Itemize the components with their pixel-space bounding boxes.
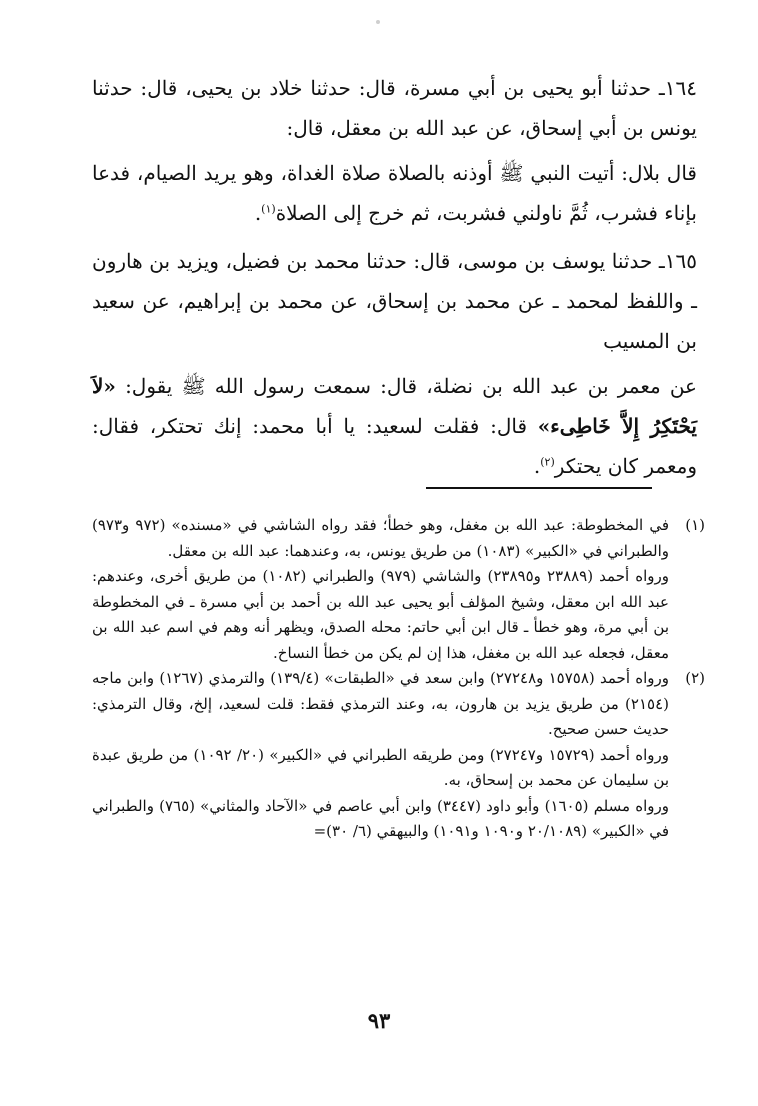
footnote-ref-1[interactable]: (١) — [261, 202, 276, 216]
hadith-164-matn-paragraph — [92, 153, 697, 233]
hadith-165-matn-paragraph — [92, 366, 697, 486]
footnote-paragraph: ورواه أحمد (٢٣٨٨٩ و٢٣٨٩٥) والشاشي (٩٧٩) والطبراني (١٠٨٢) من طريق أخرى، وعندهم: عبد الله ابن معقل، وشيخ المؤلف أبو يحيى عبد الله بن أحمد بن أبي مسرة ـ في المخطوطة بن أبي مرة، وهو خطأ ـ قال ابن أبي حاتم: محله الصدق، ويظهر أنه وهم في اسم عبد الله بن معقل، فجعله عبد الله بن مغفل، هذا إن لم يكن من خطأ النساخ. — [92, 567, 669, 662]
footnote-paragraph: ورواه مسلم (١٦٠٥) وأبو داود (٣٤٤٧) وابن أبي عاصم في «الآحاد والمثاني» (٧٦٥) والطبراني في «الكبير» (٢٠/١٠٨٩ و١٠٩٠ و١٠٩١) والبيهقي (٦/ ٣٠)= — [92, 796, 669, 840]
footnote-1 — [92, 513, 705, 666]
footnote-number: (٢) — [685, 669, 705, 687]
hadith-165-end: . — [533, 454, 541, 478]
footnote-paragraph: ورواه أحمد (١٥٧٥٨ و٢٧٢٤٨) وابن سعد في «الطبقات» (١٣٩/٤) والترمذي (١٢٦٧) وابن ماجه (٢١٥٤) من طريق يزيد بن هارون، به، وعند الترمذي فقط: قلت لسعيد، إلخ، وقال الترمذي: حديث حسن صحيح. — [92, 669, 669, 738]
hadith-165-matn-rest: قال: فقلت لسعيد: يا أبا محمد: إنك تحتكر، فقال: ومعمر كان يحتكر — [92, 414, 697, 478]
hadith-164-isnad-line-1: ١٦٤ـ حدثنا أبو يحيى بن أبي مسرة، قال: حدثنا خلاد بن يحيى، قال: — [140, 76, 698, 100]
footnote-paragraph: ورواه أحمد (١٥٧٢٩ و٢٧٢٤٧) ومن طريقه الطبراني في «الكبير» (٢٠/ ١٠٩٢) من طريق عبدة بن سليمان عن محمد بن إسحاق، به. — [92, 745, 669, 789]
hadith-165-isnad: ١٦٥ـ حدثنا يوسف بن موسى، قال: حدثنا محمد بن فضيل، ويزيد بن هارون ـ واللفظ لمحمد ـ عن محمد بن إسحاق، عن محمد بن إبراهيم، عن سعيد بن المسيب — [92, 249, 697, 353]
scan-mark — [376, 20, 380, 24]
footnote-divider — [426, 487, 652, 489]
hadith-164-end: . — [254, 201, 262, 225]
footnotes — [92, 513, 705, 845]
footnote-paragraph: في المخطوطة: عبد الله بن مغفل، وهو خطأ؛ فقد رواه الشاشي في «مسنده» (٩٧٢ و٩٧٣) والطبراني في «الكبير» (١٠٨٣) من طريق يونس، به، وعندهما: عبد الله بن معقل. — [92, 516, 669, 560]
hadith-165-matn-intro: عن معمر بن عبد الله بن نضلة، قال: سمعت رسول الله ﷺ يقول: — [125, 374, 697, 398]
footnote-ref-2[interactable]: (٢) — [540, 455, 555, 469]
hadith-165-quote: «لاَ يَحْتَكِرُ إِلاَّ خَاطِىء» — [92, 374, 697, 438]
hadith-164-isnad — [92, 68, 697, 148]
footnote-2 — [92, 666, 705, 845]
hadith-164-matn: قال بلال: أتيت النبي ﷺ أوذنه بالصلاة صلاة الغداة، وهو يريد الصيام، فدعا بإناء فشرب، ثُمَّ ناولني فشربت، ثم خرج إلى الصلاة — [92, 161, 697, 225]
hadith-164-isnad-line-2: حدثنا يونس بن أبي إسحاق، عن عبد الله بن معقل، قال: — [92, 76, 697, 140]
main-text — [92, 68, 697, 491]
page-number: ٩٣ — [367, 1008, 391, 1033]
footnote-number: (١) — [685, 516, 705, 534]
